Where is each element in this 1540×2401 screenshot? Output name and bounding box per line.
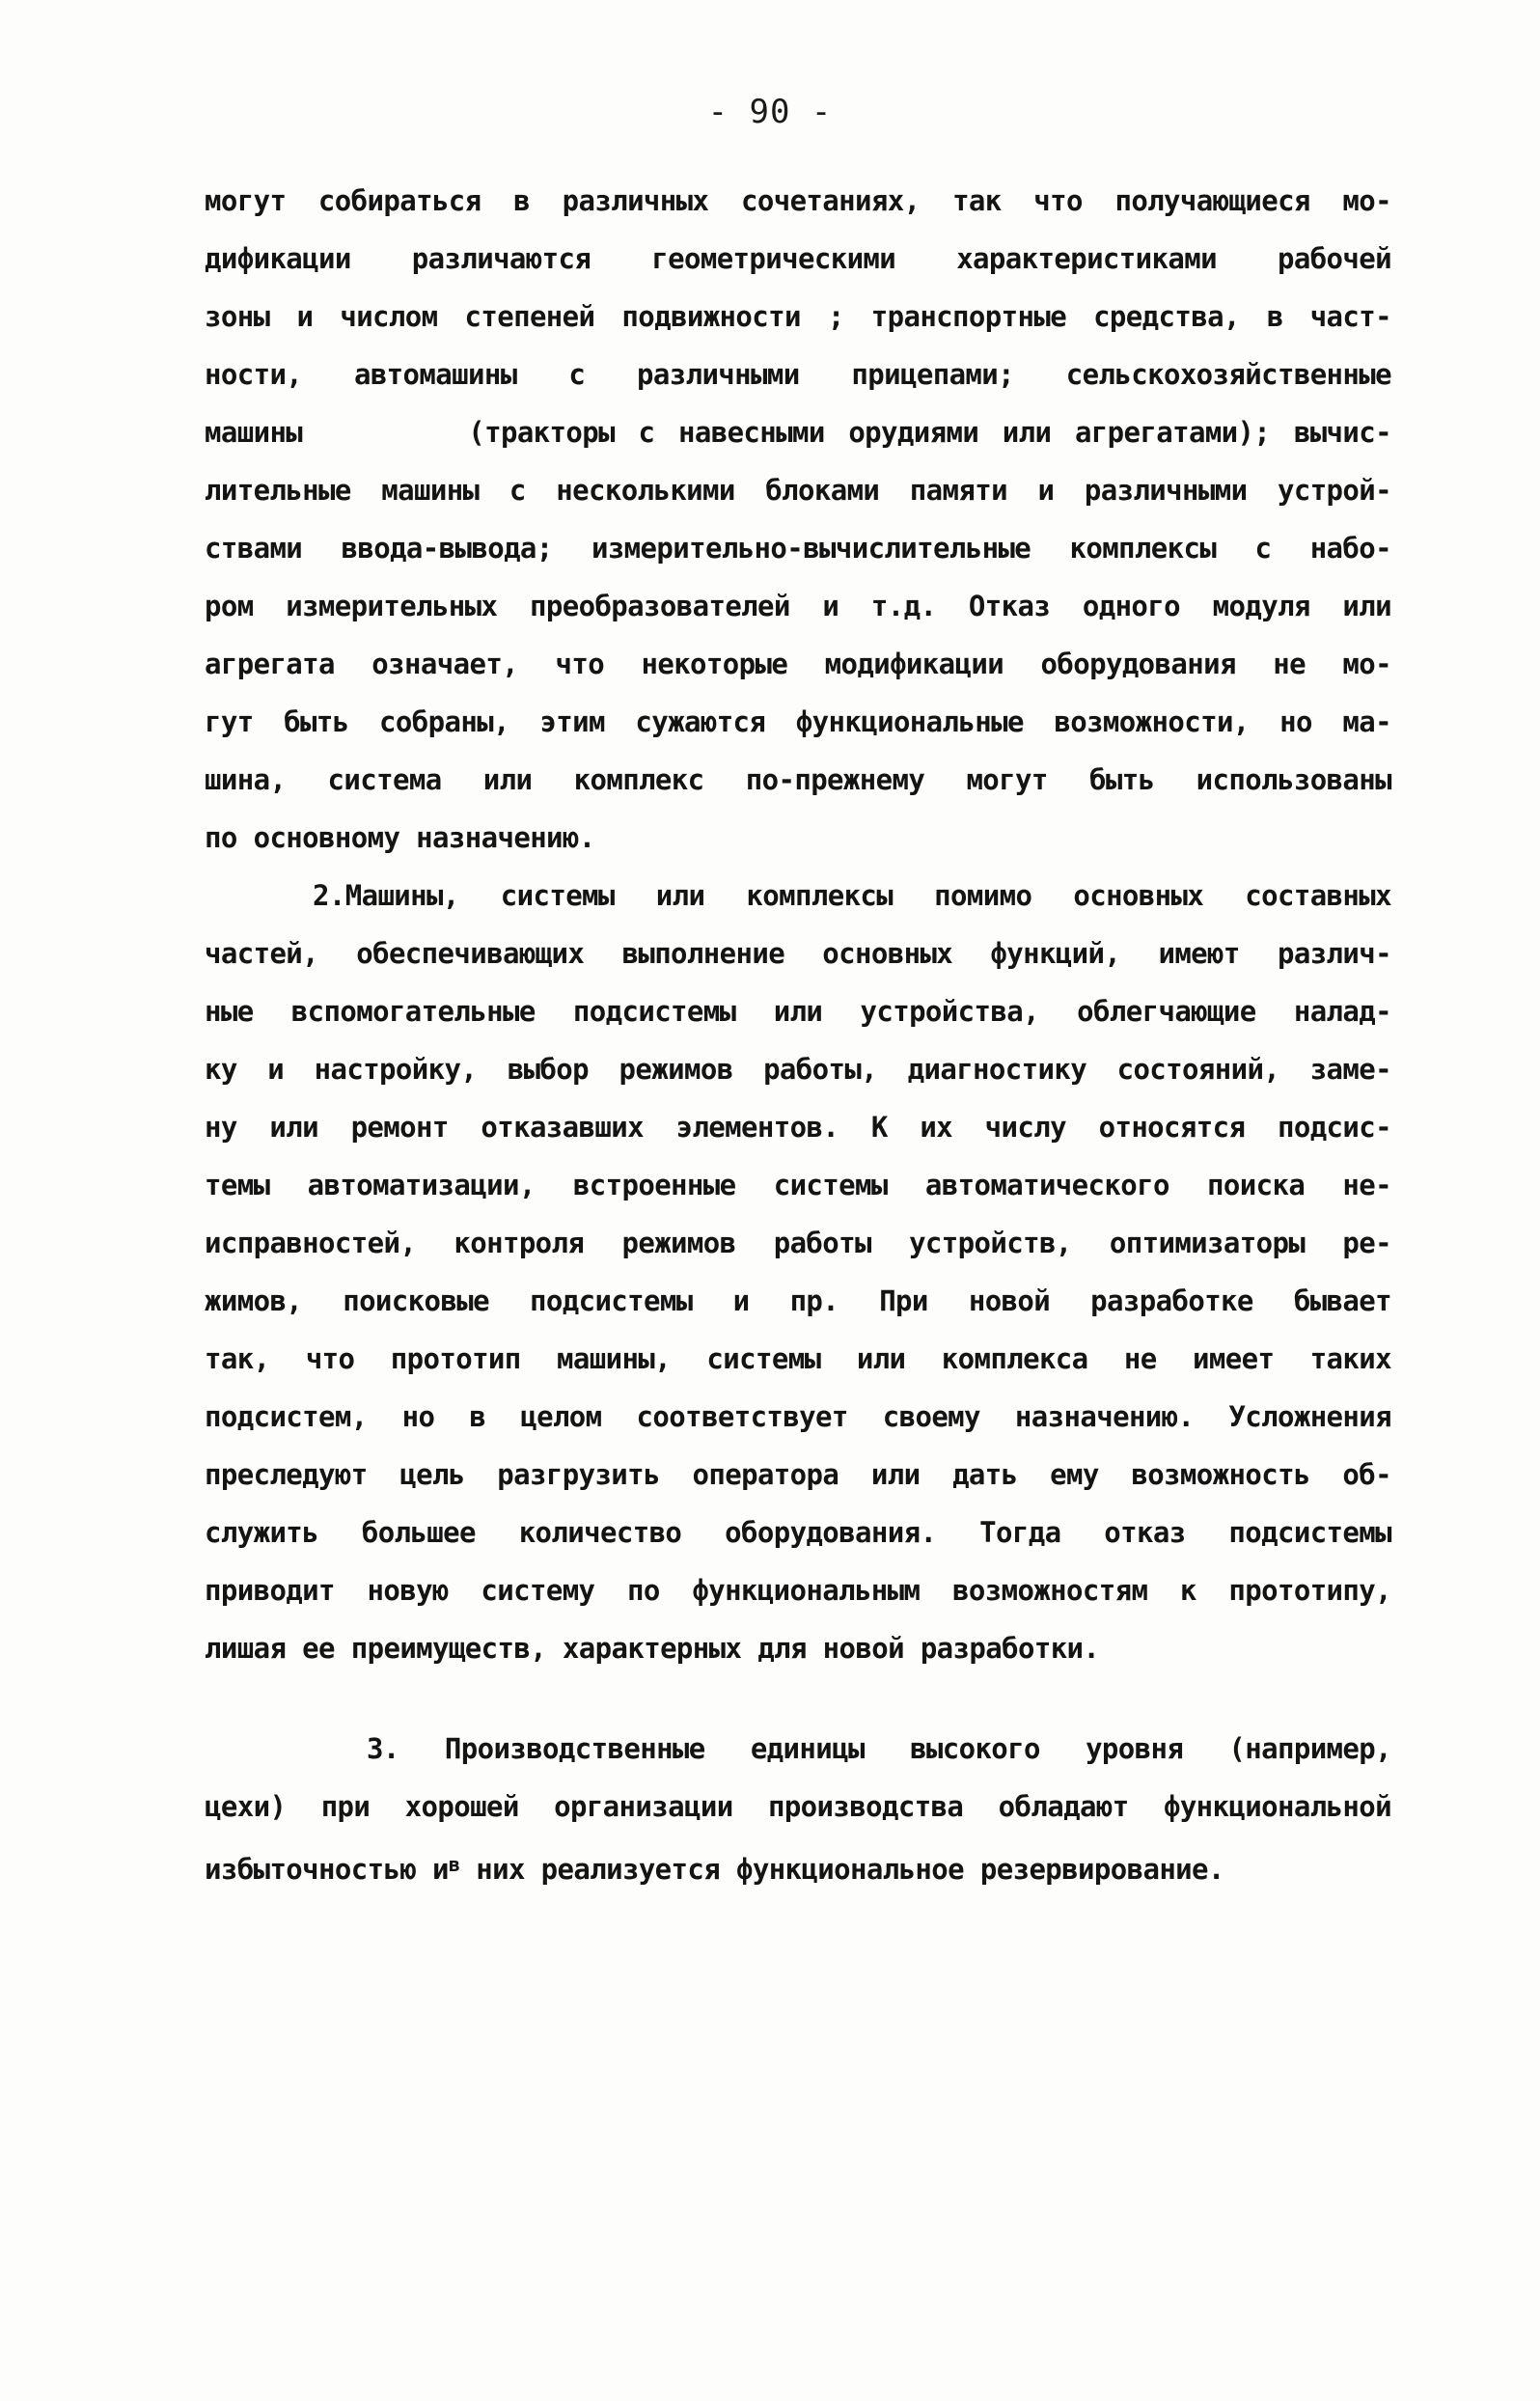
paragraph-line: по основному назначению. <box>205 821 595 854</box>
paragraph-line: машины (тракторы с навесными орудиями или агрегатами); вычис- <box>205 416 1391 449</box>
paragraph-line: ные вспомогательные подсистемы или устройства, облегчающие налад- <box>205 995 1391 1028</box>
paragraph-line: приводит новую систему по функциональным возможностям к прототипу, <box>205 1574 1391 1607</box>
superscript-letter: в <box>448 1853 460 1876</box>
paragraph-line: ствами ввода-вывода; измерительно-вычислительные комплексы с набо- <box>205 532 1391 565</box>
paragraph-line: цехи) при хорошей организации производства обладают функциональной <box>205 1790 1391 1823</box>
paragraph-line: подсистем, но в целом соответствует своему назначению. Усложнения <box>205 1400 1391 1433</box>
paragraph-line: лительные машины с несколькими блоками памяти и различными устрой- <box>205 474 1391 507</box>
paragraph-line: ку и настройку, выбор режимов работы, диагностику состояний, заме- <box>205 1053 1391 1086</box>
paragraph-line: так, что прототип машины, системы или комплекса не имеет таких <box>205 1342 1391 1375</box>
paragraph-1 <box>205 172 1391 867</box>
text-fragment: них реализуется функциональное резервирование. <box>459 1853 1224 1886</box>
paragraph-line: гут быть собраны, этим сужаются функциональные возможности, но ма- <box>205 705 1391 738</box>
text-fragment: избыточностью и <box>205 1853 449 1886</box>
paragraph-line: дификации различаются геометрическими характеристиками рабочей <box>205 242 1391 275</box>
page-number: - 90 - <box>707 93 833 131</box>
paragraph-line: частей, обеспечивающих выполнение основных функций, имеют различ- <box>205 937 1391 970</box>
paragraph-line: исправностей, контроля режимов работы устройств, оптимизаторы ре- <box>205 1227 1391 1259</box>
paragraph-3 <box>205 1720 1391 1893</box>
paragraph-first-line: 2.Машины, системы или комплексы помимо основных составных <box>313 879 1391 912</box>
paragraph-line: лишая ее преимуществ, характерных для новой разработки. <box>205 1632 1100 1665</box>
paragraph-line: могут собираться в различных сочетаниях, так что получающиеся мо- <box>205 184 1391 217</box>
paragraph-line: ну или ремонт отказавших элементов. К их числу относятся подсис- <box>205 1111 1391 1144</box>
paragraph-first-line: 3. Производственные единицы высокого уровня (например, <box>367 1732 1391 1765</box>
paragraph-line: агрегата означает, что некоторые модификации оборудования не мо- <box>205 648 1391 680</box>
paragraph-line: ром измерительных преобразователей и т.д. Отказ одного модуля или <box>205 590 1391 622</box>
paragraph-line: ности, автомашины с различными прицепами; сельскохозяйственные <box>205 358 1391 391</box>
paragraph-line: темы автоматизации, встроенные системы автоматического поиска не- <box>205 1169 1391 1201</box>
paragraph-2 <box>205 867 1391 1677</box>
paragraph-line: служить большее количество оборудования. Тогда отказ подсистемы <box>205 1516 1391 1549</box>
paragraph-line: преследуют цель разгрузить оператора или дать ему возможность об- <box>205 1458 1391 1491</box>
paragraph-line: зоны и числом степеней подвижности ; транспортные средства, в част- <box>205 300 1391 333</box>
paragraph-last-line <box>205 1835 1391 1893</box>
paragraph-line: жимов, поисковые подсистемы и пр. При новой разработке бывает <box>205 1284 1391 1317</box>
paragraph-line: шина, система или комплекс по-прежнему могут быть использованы <box>205 763 1391 796</box>
